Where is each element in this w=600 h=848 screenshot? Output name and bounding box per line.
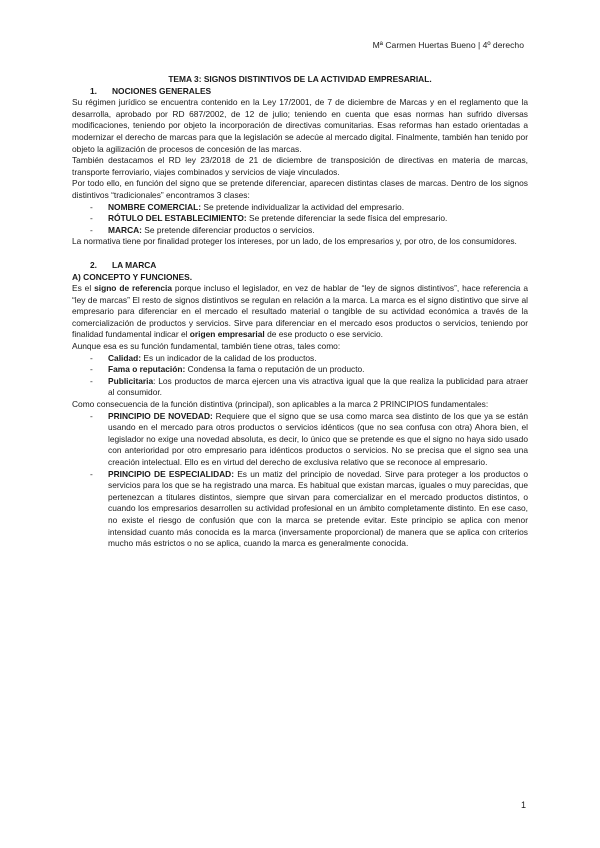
list-item: - Publicitaria: Los productos de marca ejercen una vis atractiva igual que la que realiza la publicidad para atraer al consumidor. <box>72 376 528 399</box>
paragraph: La normativa tiene por finalidad proteger los intereses, por un lado, de los empresarios y, por otro, de los consumidores. <box>72 236 517 247</box>
principles-list <box>72 411 528 550</box>
list-item: - PRINCIPIO DE ESPECIALIDAD: Es un matiz del principio de novedad. Sirve para proteger a los productos o servicios para los que se ha registrado una marca. Es habitual que existan marcas, iguales o muy parecidas, que pertenezcan a titulares distintos, siempre que sirvan para comercializar en el mercado productos distintos, o cuando los empresarios desarrollen su actividad profesional en un ámbito completamente distinto. En ese caso, no existe el riesgo de confusión que con la marca se pretende evitar. Este principio se aplica con menor intensidad cuanto más conocida es la marca (inversamente proporcional) de manera que se aplica con criterios mucho más estrictos o no se aplica, cuando la marca es generalmente conocida. <box>72 469 528 550</box>
paragraph: Por todo ello, en función del signo que se pretende diferenciar, aparecen distintas clases de marcas. Dentro de los signos distintivos “tradicionales” encontramos 3 clases: <box>72 178 528 200</box>
section-heading-1: 1. NOCIONES GENERALES <box>90 85 212 96</box>
subsection-heading: A) CONCEPTO Y FUNCIONES. <box>72 271 193 282</box>
paragraph: Como consecuencia de la función distintiva (principal), son aplicables a la marca 2 PRINCIPIOS fundamentales: <box>72 399 489 410</box>
paragraph: Su régimen jurídico se encuentra contenido en la Ley 17/2001, de 7 de diciembre de Marcas y en el reglamento que la desarrolla, aprobado por RD 687/2002, de 12 de julio; teniendo en cuenta que esas normas han sufrido diversas modificaciones, teniendo por objeto la incorporación de directivas comunitarias. Esas reformas han estado orientadas a modernizar el derecho de marcas para que la legislación se adecúe al mercado digital. Finalmente, también han tenido por objeto la agilización de procesos de concesión de las marcas. <box>72 97 528 154</box>
page-number: 1 <box>520 800 526 810</box>
functions-list <box>72 353 528 399</box>
section-heading-2: 2. LA MARCA <box>90 259 157 270</box>
list-item: - MARCA: Se pretende diferenciar productos o servicios. <box>72 225 528 237</box>
list-item: - PRINCIPIO DE NOVEDAD: Requiere que el signo que se usa como marca sea distinto de los que ya se están usando en el mercado para otros productos o servicios idénticos (que no sea confusa con otra) Ahora bien, el legislador no exige una novedad absoluta, es decir, lo único que se pretende es que el signo no haya sido usado con anterioridad por otro empresario para idénticos productos o servicios. No se precisa que el signo sea una creación intelectual. Ello es en virtud del derecho de exclusiva relativo que se reconoce al empresario. <box>72 411 528 469</box>
list-item: - Calidad: Es un indicador de la calidad de los productos. <box>72 353 528 365</box>
sign-types-list <box>72 202 528 237</box>
list-item: - NOMBRE COMERCIAL: Se pretende individualizar la actividad del empresario. <box>72 202 528 214</box>
list-item: - Fama o reputación: Condensa la fama o reputación de un producto. <box>72 364 528 376</box>
paragraph: Es el signo de referencia porque incluso el legislador, en vez de hablar de “ley de signos distintivos”, hace referencia a “ley de marcas” El resto de signos distintivos se regulan en relación a la marca. La marca es el signo distintivo que sirve al empresario para diferenciar en el mercado el resultado material o tangible de su actividad económica a través de la comercialización de productos y servicios. Sirve para diferenciar en el mercado esos productos o servicios, teniendo por finalidad fundamental indicar el origen empresarial de ese producto o ese servicio. <box>72 283 528 340</box>
paragraph: Aunque esa es su función fundamental, también tiene otras, tales como: <box>72 341 341 352</box>
document-body <box>72 74 528 550</box>
list-item: - RÓTULO DEL ESTABLECIMIENTO: Se pretende diferenciar la sede física del empresario. <box>72 213 528 225</box>
page-header: Mª Carmen Huertas Bueno | 4º derecho <box>372 40 524 50</box>
document-title: TEMA 3: SIGNOS DISTINTIVOS DE LA ACTIVIDAD EMPRESARIAL. <box>168 74 432 84</box>
paragraph: También destacamos el RD ley 23/2018 de 21 de diciembre de transposición de directivas en materia de marcas, transporte ferroviario, viajes combinados y servicios de viaje vinculados. <box>72 155 528 177</box>
